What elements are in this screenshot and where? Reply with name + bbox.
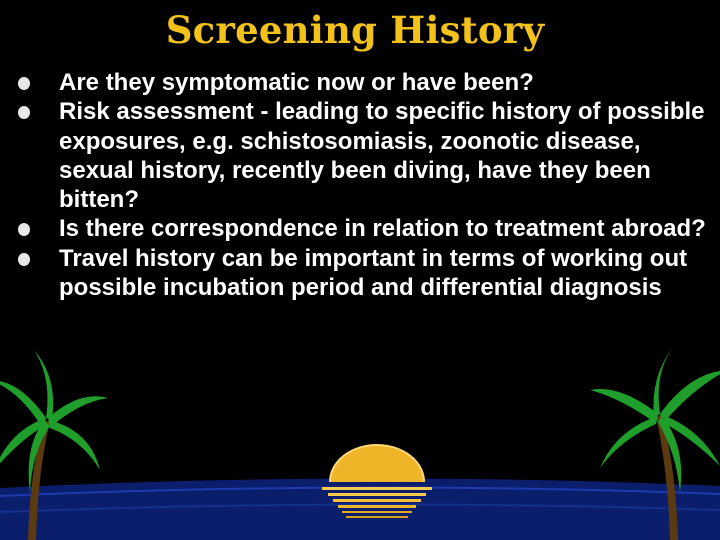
bullet-icon xyxy=(18,106,30,119)
bullet-text: Is there correspondence in relation to treatment abroad? xyxy=(59,215,706,243)
bullet-item xyxy=(18,244,708,303)
slide-title: Screening History xyxy=(165,8,545,52)
bullet-list xyxy=(18,68,708,302)
bullet-item xyxy=(18,68,708,97)
bullet-text: Risk assessment - leading to specific history of possible exposures, e.g. schistosomiasis, zoonotic disease, sexual history, recently been diving, have they been bitten? xyxy=(59,98,705,214)
bullet-icon xyxy=(18,77,30,90)
bullet-item xyxy=(18,214,708,243)
bullet-item xyxy=(18,97,708,214)
setting-sun-icon xyxy=(322,445,432,518)
bullet-text: Travel history can be important in terms of working out possible incubation period and differential diagnosis xyxy=(59,244,688,302)
bullet-icon xyxy=(18,253,30,266)
bullet-text: Are they symptomatic now or have been? xyxy=(59,69,534,96)
bullet-icon xyxy=(18,223,30,236)
